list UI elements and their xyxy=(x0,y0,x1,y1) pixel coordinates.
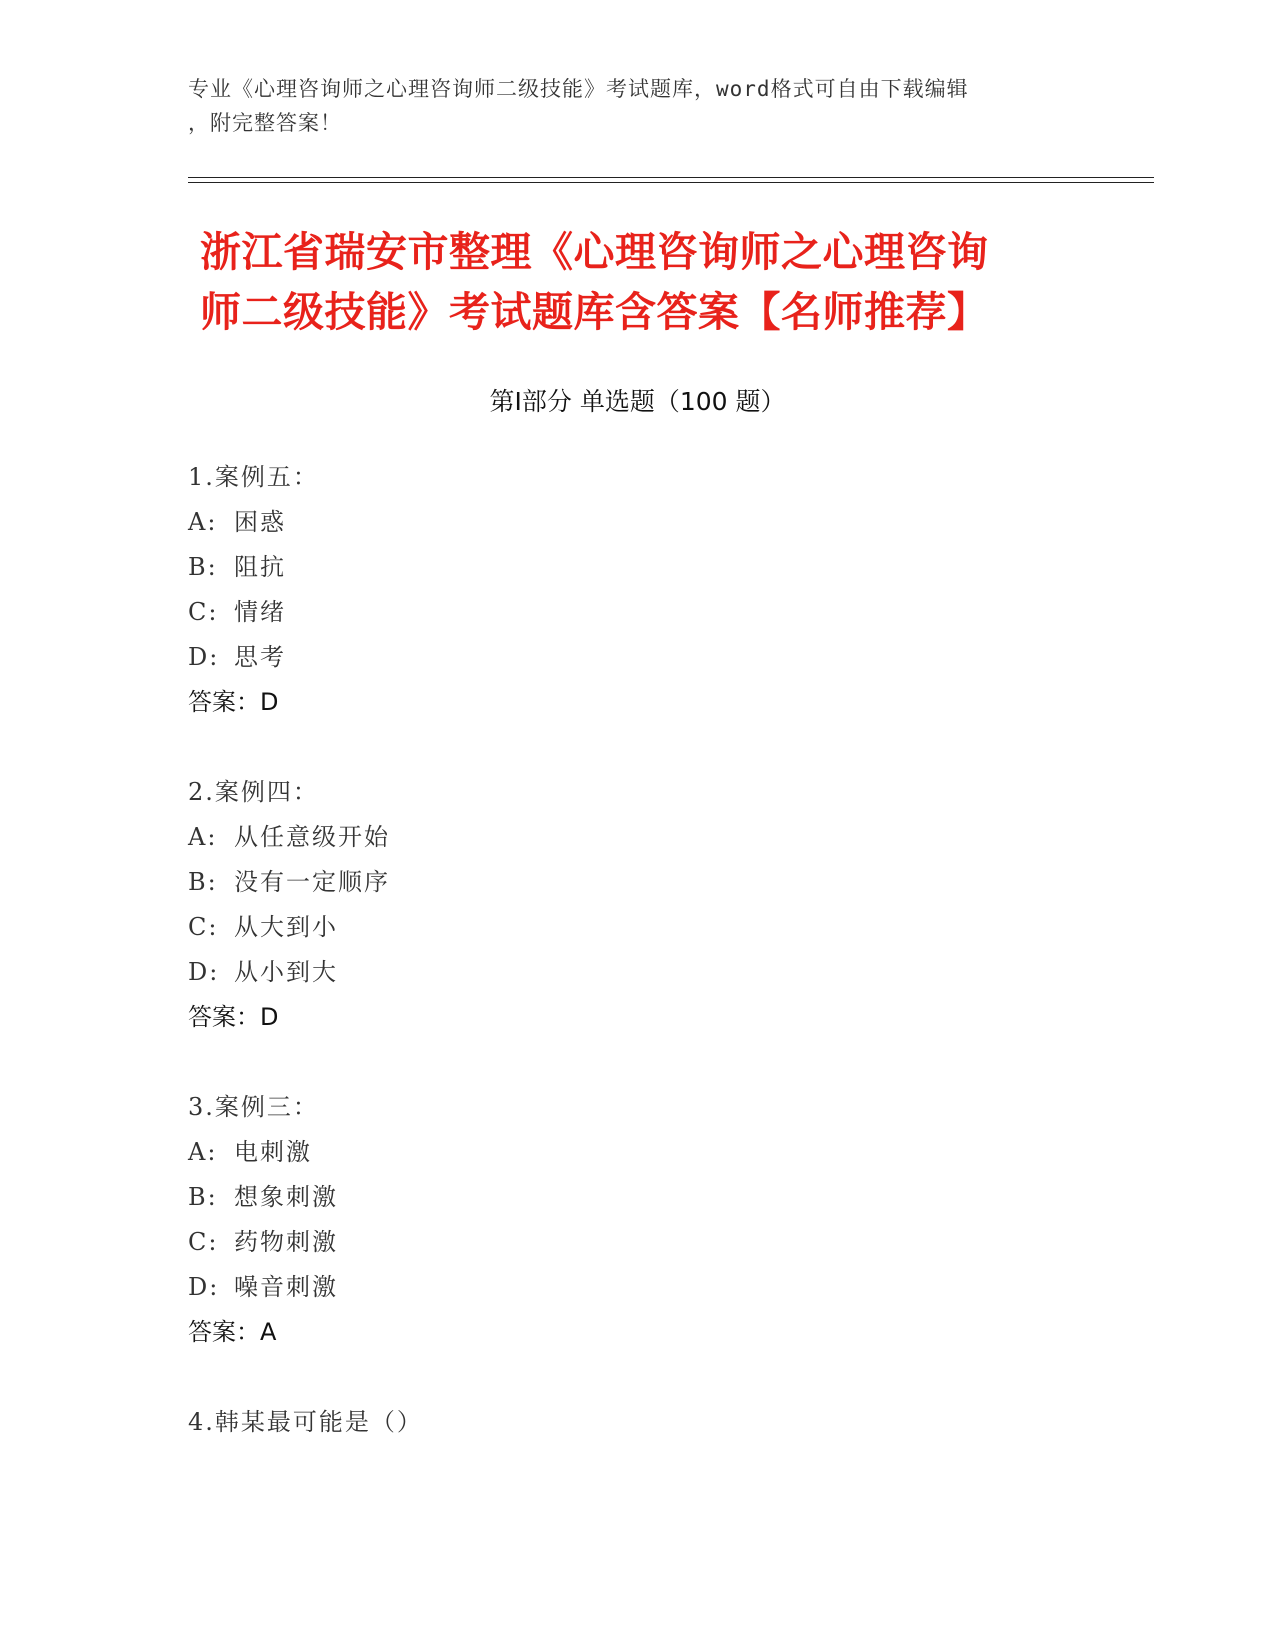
question-1 xyxy=(188,455,1088,725)
option-key: C: xyxy=(188,913,219,941)
option-d xyxy=(188,950,1088,995)
option-b xyxy=(188,1175,1088,1220)
answer-line: 答案：D xyxy=(188,1003,279,1031)
option-text: 从大到小 xyxy=(234,913,338,941)
header-note xyxy=(188,72,1068,140)
header-note-line-1: 专业《心理咨询师之心理咨询师二级技能》考试题库，word格式可自由下载编辑 xyxy=(188,77,969,101)
option-c xyxy=(188,1220,1088,1265)
option-key: B: xyxy=(188,868,218,896)
option-c xyxy=(188,590,1088,635)
option-text: 电刺激 xyxy=(234,1138,312,1166)
option-text: 药物刺激 xyxy=(234,1228,338,1256)
option-text: 从任意级开始 xyxy=(234,823,390,851)
document-title-line-1: 浙江省瑞安市整理《心理咨询师之心理咨询 xyxy=(200,228,989,276)
option-key: B: xyxy=(188,553,218,581)
option-key: A: xyxy=(188,1138,218,1166)
option-text: 想象刺激 xyxy=(234,1183,338,1211)
option-text: 噪音刺激 xyxy=(234,1273,338,1301)
option-a xyxy=(188,500,1088,545)
question-stem: 1.案例五： xyxy=(188,463,319,491)
option-text: 没有一定顺序 xyxy=(234,868,390,896)
document-title xyxy=(200,222,1100,342)
option-key: C: xyxy=(188,1228,219,1256)
option-key: B: xyxy=(188,1183,218,1211)
question-3 xyxy=(188,1085,1088,1355)
option-text: 情绪 xyxy=(234,598,286,626)
question-2 xyxy=(188,770,1088,1040)
option-a xyxy=(188,815,1088,860)
option-text: 阻抗 xyxy=(234,553,286,581)
header-note-line-2: ，附完整答案！ xyxy=(188,111,342,135)
option-c xyxy=(188,905,1088,950)
option-b xyxy=(188,545,1088,590)
option-key: C: xyxy=(188,598,219,626)
option-key: D: xyxy=(188,958,220,986)
document-title-line-2: 师二级技能》考试题库含答案【名师推荐】 xyxy=(200,288,989,336)
option-key: A: xyxy=(188,508,218,536)
answer-line: 答案：A xyxy=(188,1318,277,1346)
question-stem: 4.韩某最可能是（） xyxy=(188,1408,423,1436)
option-d xyxy=(188,635,1088,680)
section-heading: 第Ⅰ部分 单选题（100 题） xyxy=(489,387,786,416)
question-4 xyxy=(188,1400,1088,1445)
option-text: 思考 xyxy=(234,643,286,671)
option-b xyxy=(188,860,1088,905)
option-key: D: xyxy=(188,643,220,671)
option-text: 困惑 xyxy=(234,508,286,536)
option-key: D: xyxy=(188,1273,220,1301)
header-divider-bottom xyxy=(188,182,1154,183)
question-stem: 3.案例三： xyxy=(188,1093,319,1121)
option-d xyxy=(188,1265,1088,1310)
option-key: A: xyxy=(188,823,218,851)
option-text: 从小到大 xyxy=(234,958,338,986)
option-a xyxy=(188,1130,1088,1175)
header-divider-top xyxy=(188,177,1154,178)
question-stem: 2.案例四： xyxy=(188,778,319,806)
answer-line: 答案：D xyxy=(188,688,279,716)
